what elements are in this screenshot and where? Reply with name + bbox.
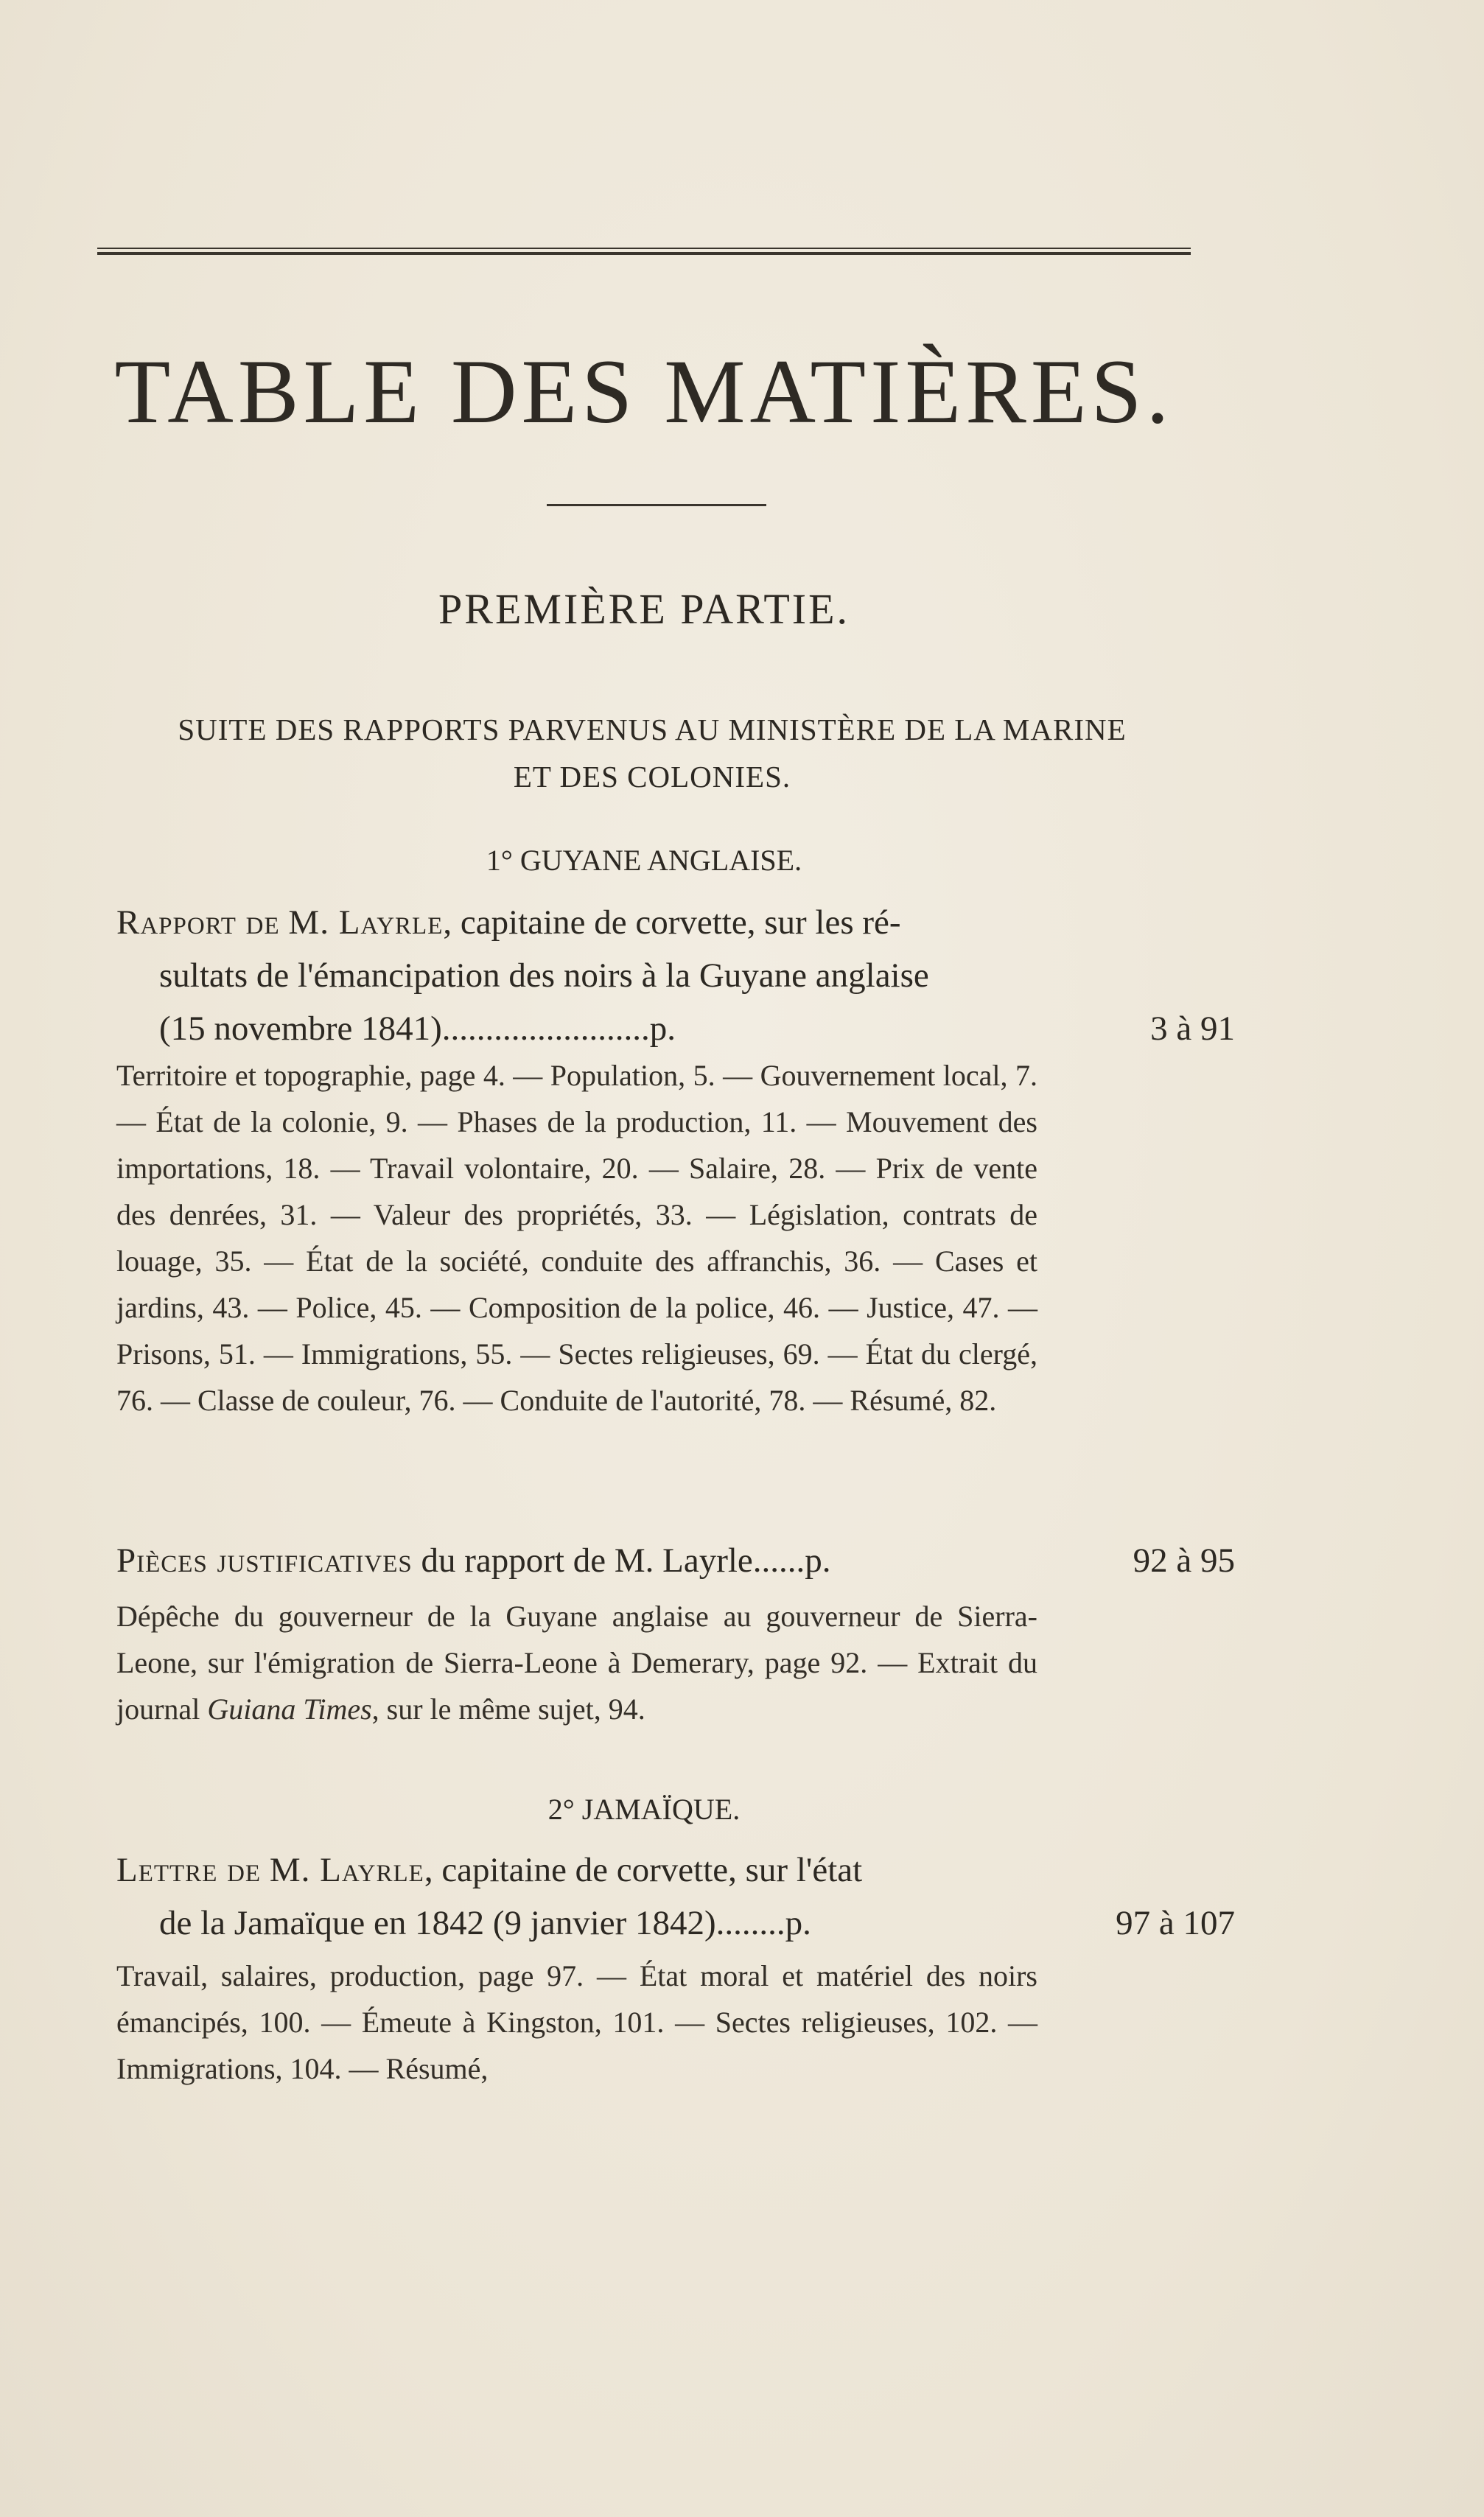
entry-line-1-rest: , capitaine de corvette, sur les ré- — [443, 903, 901, 942]
entry-lead: Pièces justificatives — [116, 1541, 413, 1580]
entry-page-range: 3 à 91 — [1150, 1009, 1235, 1048]
entry-page-range: 97 à 107 — [1116, 1904, 1235, 1942]
entry-line-1-rest: du rapport de M. Layrle......p. — [412, 1541, 831, 1580]
entry-summary-part-b: , sur le même sujet, 94. — [371, 1692, 645, 1726]
top-double-rule — [97, 248, 1191, 255]
section-heading-jamaique: 2° JAMAÏQUE. — [547, 1793, 741, 1826]
entry-line-2: de la Jamaïque en 1842 (9 janvier 1842)........p. — [159, 1904, 811, 1942]
entry-line-3: (15 novembre 1841)........................p. — [159, 1009, 676, 1048]
entry-line-2: sultats de l'émancipation des noirs à la Guyane anglaise — [159, 956, 929, 995]
entry-author: M. Layrle — [269, 1851, 424, 1889]
part-heading: PREMIÈRE PARTIE. — [438, 585, 850, 633]
entry-line-1 — [116, 1534, 1037, 1587]
entry-line-1-rest: , capitaine de corvette, sur l'état — [424, 1851, 863, 1889]
entry-summary: Territoire et topographie, page 4. — Population, 5. — Gouvernement local, 7. — État de la colonie, 9. — Phases de la production, 11. — Mouvement des importations, 18. — Travail volontaire, 20. — Salaire, 28. — Prix de vente des denrées, 31. — Valeur des propriétés, 33. — Législation, contrats de louage, 35. — État de la société, conduite des affranchis, 36. — Cases et jardins, 43. — Police, 45. — Composition de la police, 46. — Justice, 47. — Prisons, 51. — Immigrations, 55. — Sectes religieuses, 69. — État du clergé, 76. — Classe de couleur, 76. — Conduite de l'autorité, 78. — Résumé, 82. — [116, 1059, 1037, 1417]
section-heading-guyane: 1° GUYANE ANGLAISE. — [486, 844, 802, 877]
page-title: TABLE DES MATIÈRES. — [114, 341, 1174, 442]
entry-lead: Lettre de — [116, 1851, 262, 1889]
suite-heading-line-1: SUITE DES RAPPORTS PARVENUS AU MINISTÈRE DE LA MARINE — [178, 713, 1127, 746]
suite-heading — [88, 706, 1216, 800]
entry-line-1 — [116, 896, 1037, 949]
title-underline — [547, 504, 766, 506]
toc-entry-rapport-layrle[interactable] — [116, 896, 1037, 1055]
entry-summary-journal-title: Guiana Times — [207, 1692, 372, 1726]
toc-entry-pieces-justificatives[interactable] — [116, 1534, 1037, 1587]
suite-heading-line-2: ET DES COLONIES. — [513, 760, 791, 794]
entry-summary — [116, 1593, 1037, 1732]
entry-lead: Rapport de — [116, 903, 280, 942]
entry-summary-part-a: Dépêche du gouverneur de la Guyane anglaise au gouverneur de Sierra-Leone, sur l'émigration de Sierra-Leone à Demerary, page 92. — Extrait du journal — [116, 1600, 1037, 1726]
toc-entry-lettre-layrle[interactable] — [116, 1844, 1037, 1950]
entry-summary: Travail, salaires, production, page 97. — État moral et matériel des noirs émancipés, 100. — Émeute à Kingston, 101. — Sectes religieuses, 102. — Immigrations, 104. — Résumé, — [116, 1959, 1037, 2085]
entry-author: M. Layrle — [288, 903, 444, 942]
entry-page-range: 92 à 95 — [1133, 1541, 1235, 1580]
entry-line-1 — [116, 1844, 1037, 1897]
